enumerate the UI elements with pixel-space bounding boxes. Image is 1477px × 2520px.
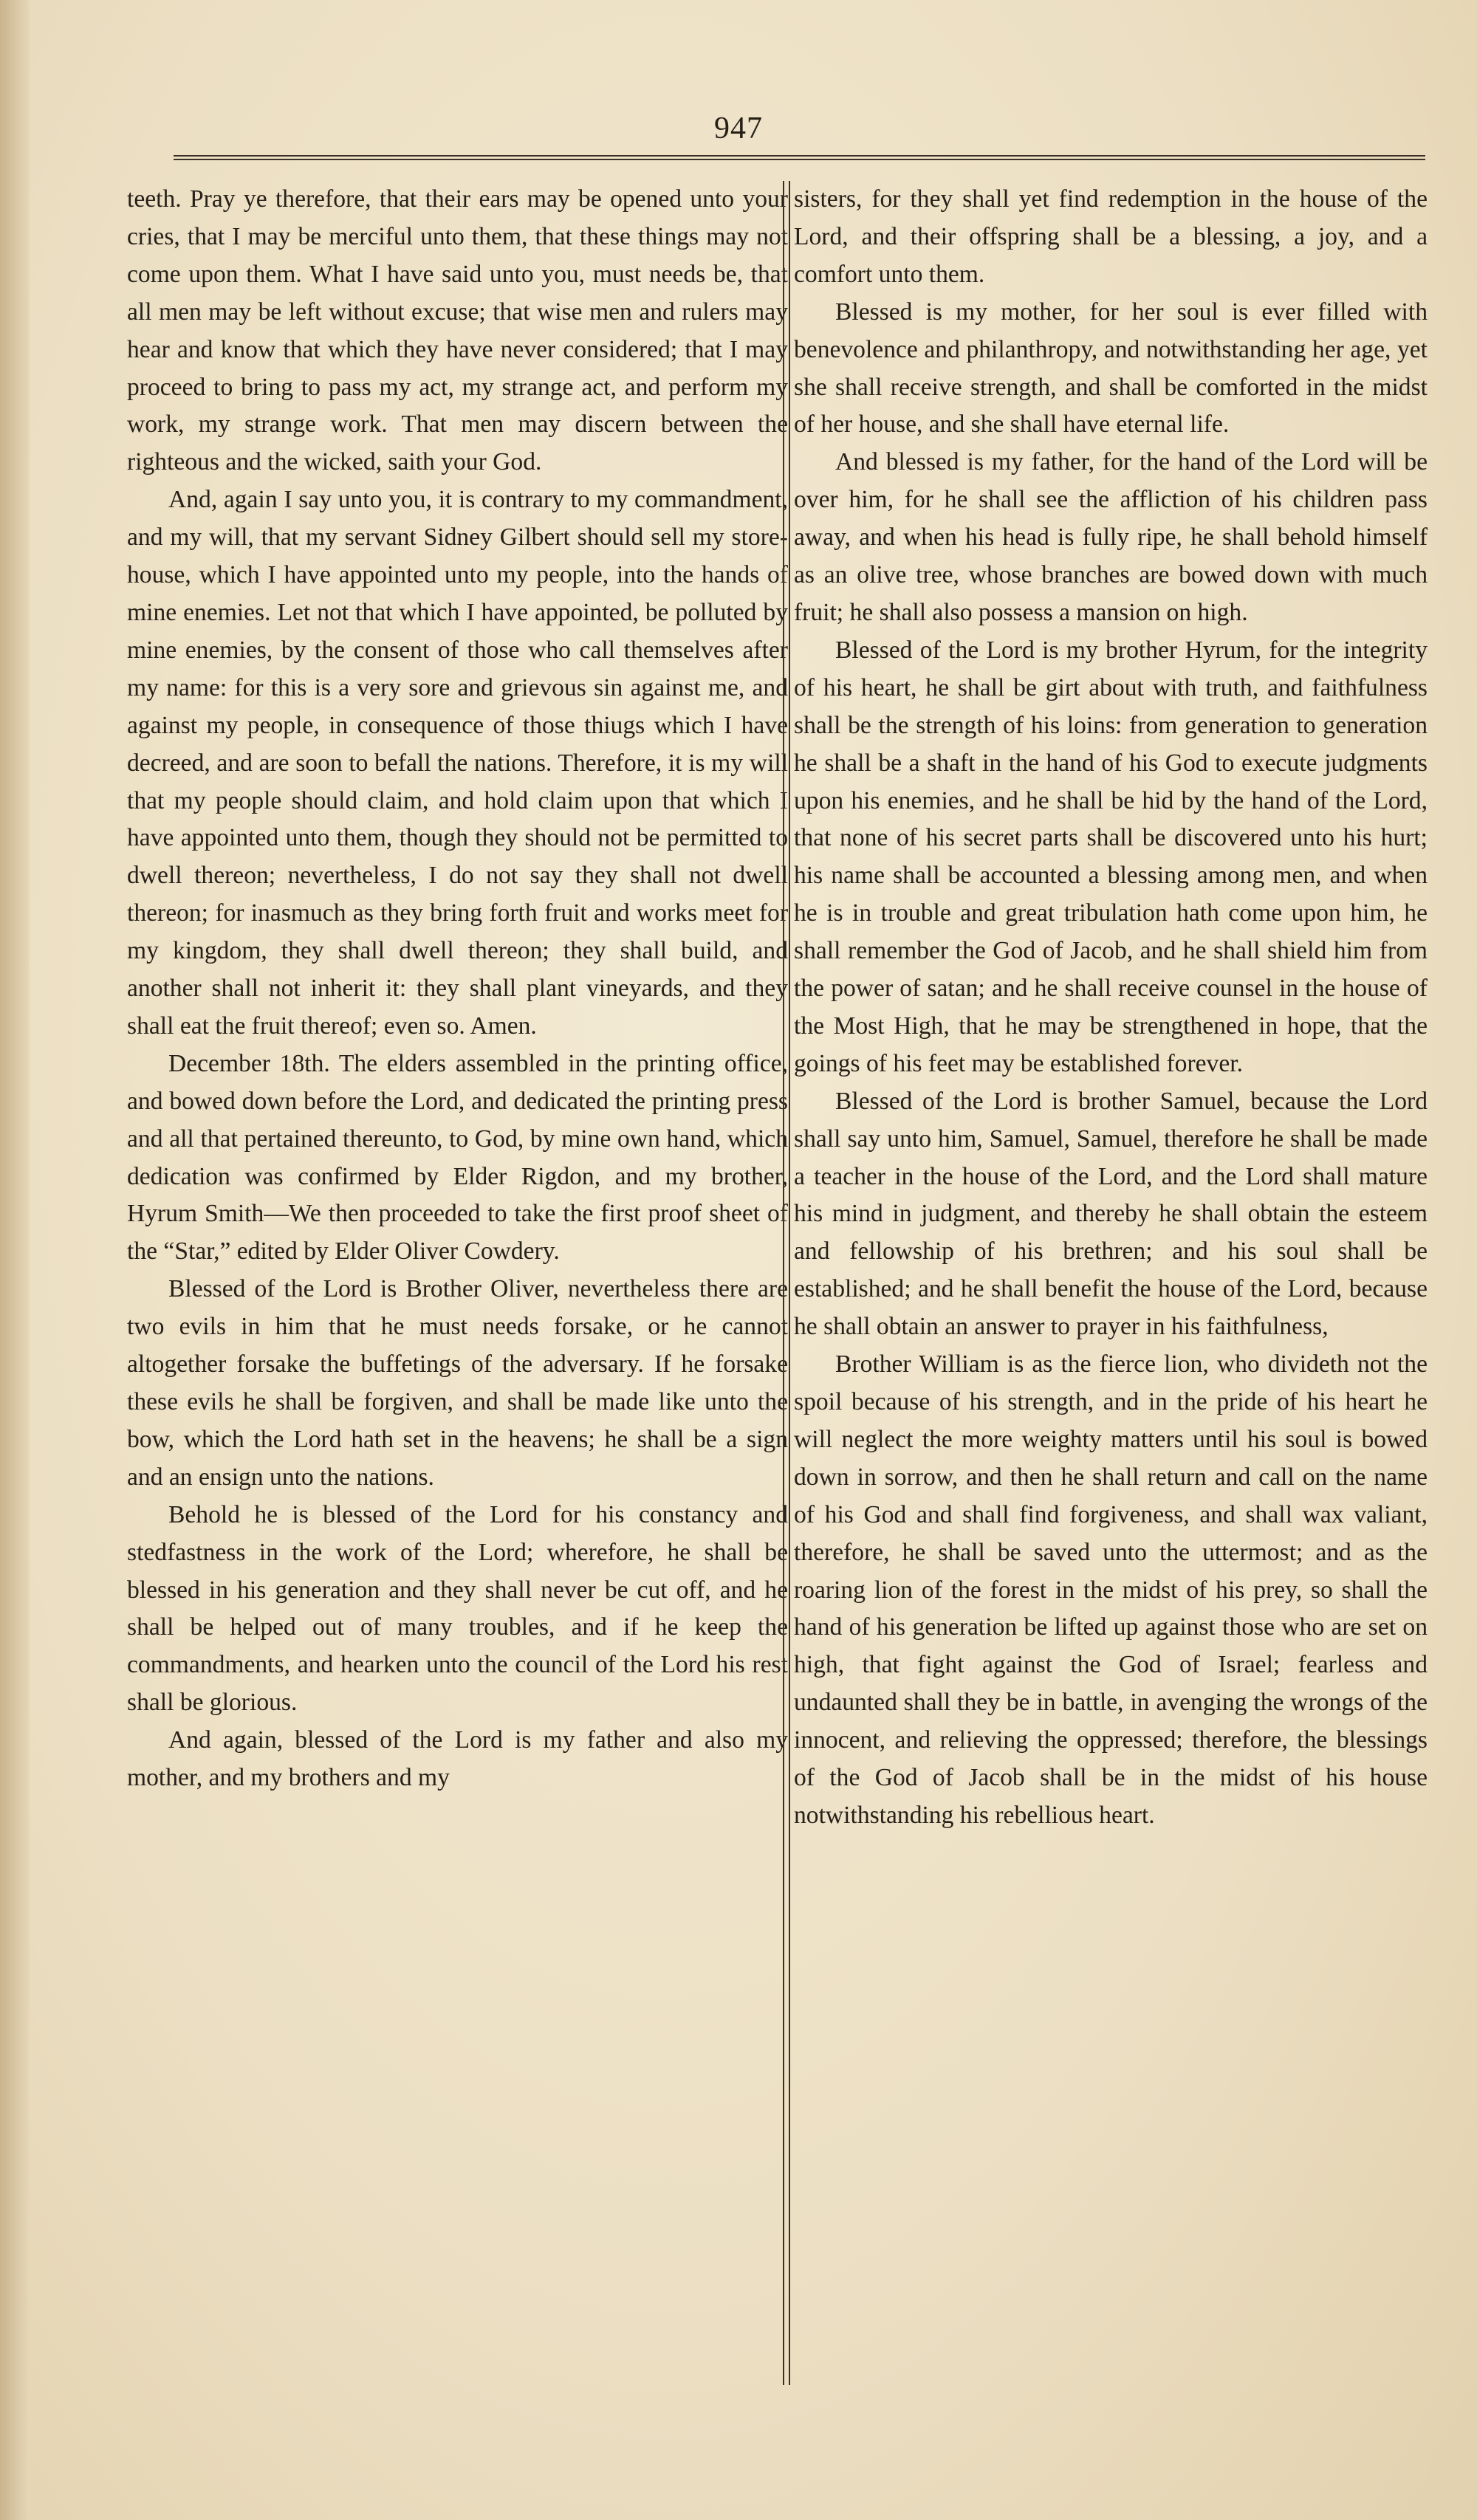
paragraph: Blessed of the Lord is my brother Hyrum, for the integrity of his heart, he shall be girt about with truth, and faithfulness shall be the strength of his loins: from generation to generation he shall be a shaft in the hand of his God to execute judgments upon his enemies, and he shall be hid by the hand of the Lord, that none of his secret parts shall be discovered unto his hurt; his name shall be accounted a blessing among men, and when he is in trouble and great tribulation hath come upon him, he shall remember the God of Jacob, and he shall shield him from the power of satan; and he shall receive counsel in the house of the Most High, that he may be strengthened in hope, that the goings of his feet may be established forever.	[794, 636, 1428, 1077]
paragraph: teeth. Pray ye therefore, that their ears may be opened unto your cries, that I may be merciful unto them, that these things may not come upon them. What I have said unto you, must needs be, that all men may be left without excuse; that wise men and rulers may hear and know that which they have never considered; that I may proceed to bring to pass my act, my strange act, and perform my work, my strange work. That men may discern between the righteous and the wicked, saith your God.	[127, 185, 788, 476]
paragraph: And blessed is my father, for the hand of the Lord will be over him, for he shall see the affliction of his children pass away, and when his head is fully ripe, he shall behold himself as an olive tree, whose branches are bowed down with much fruit; he shall also possess a mansion on high.	[794, 448, 1428, 626]
page-spine-shadow	[0, 0, 30, 2520]
page-number: 947	[714, 111, 763, 145]
left-text-column	[127, 181, 788, 1797]
column-divider-rule	[783, 181, 790, 2385]
paragraph: And again, blessed of the Lord is my father and also my mother, and my brothers and my	[127, 1726, 788, 1792]
right-text-column	[794, 181, 1428, 1835]
paragraph: Blessed of the Lord is brother Samuel, because the Lord shall say unto him, Samuel, Samuel, therefore he shall be made a teacher in the house of the Lord, and the Lord shall mature his mind in judgment, and thereby he shall obtain the esteem and fellowship of his brethren; and his soul shall be established; and he shall benefit the house of the Lord, because he shall obtain an answer to prayer in his faithfulness,	[794, 1087, 1428, 1341]
paragraph: December 18th. The elders assembled in the printing office, and bowed down before the Lord, and dedicated the printing press and all that pertained thereunto, to God, by mine own hand, which dedication was confirmed by Elder Rigdon, and my brother, Hyrum Smith—We then proceeded to take the first proof sheet of the “Star,” edited by Elder Oliver Cowdery.	[127, 1049, 788, 1266]
paragraph: Brother William is as the fierce lion, who divideth not the spoil because of his strength, and in the pride of his heart he will neglect the more weighty matters until his soul is bowed down in sorrow, and then he shall return and call on the name of his God and shall find forgiveness, and shall wax valiant, therefore, he shall be saved unto the uttermost; and as the roaring lion of the forest in the midst of his prey, so shall the hand of his generation be lifted up against those who are set on high, that fight against the God of Israel; fearless and undaunted shall they be in battle, in avenging the wrongs of the innocent, and relieving the oppressed; therefore, the blessings of the God of Jacob shall be in the midst of his house notwithstanding his rebellious heart.	[794, 1350, 1428, 1829]
paragraph: sisters, for they shall yet find redemption in the house of the Lord, and their offspring shall be a blessing, a joy, and a comfort unto them.	[794, 185, 1428, 288]
paragraph: Blessed of the Lord is Brother Oliver, nevertheless there are two evils in him that he must needs forsake, or he cannot altogether forsake the buffetings of the adversary. If he forsake these evils he shall be forgiven, and shall be made like unto the bow, which the Lord hath set in the heavens; he shall be a sign and an ensign unto the nations.	[127, 1275, 788, 1491]
paragraph: Behold he is blessed of the Lord for his constancy and stedfastness in the work of the Lord; wherefore, he shall be blessed in his generation and they shall never be cut off, and he shall be helped out of many troubles, and if he keep the commandments, and hearken unto the council of the Lord his rest shall be glorious.	[127, 1500, 788, 1717]
paragraph: Blessed is my mother, for her soul is ever filled with benevolence and philanthropy, and notwithstanding her age, yet she shall receive strength, and shall be comforted in the midst of her house, and she shall have eternal life.	[794, 298, 1428, 439]
header-double-rule	[174, 155, 1425, 160]
paragraph: And, again I say unto you, it is contrary to my commandment, and my will, that my servant Sidney Gilbert should sell my store-house, which I have appointed unto my people, into the hands of mine enemies. Let not that which I have appointed, be polluted by mine enemies, by the consent of those who call themselves after my name: for this is a very sore and grievous sin against me, and against my people, in consequence of those thiugs which I have decreed, and are soon to befall the nations. Therefore, it is my will that my people should claim, and hold claim upon that which I have appointed unto them, though they should not be permitted to dwell thereon; nevertheless, I do not say they shall not dwell thereon; for inasmuch as they bring forth fruit and works meet for my kingdom, they shall dwell thereon; they shall build, and another shall not inherit it: they shall plant vineyards, and they shall eat the fruit thereof; even so. Amen.	[127, 486, 788, 1040]
